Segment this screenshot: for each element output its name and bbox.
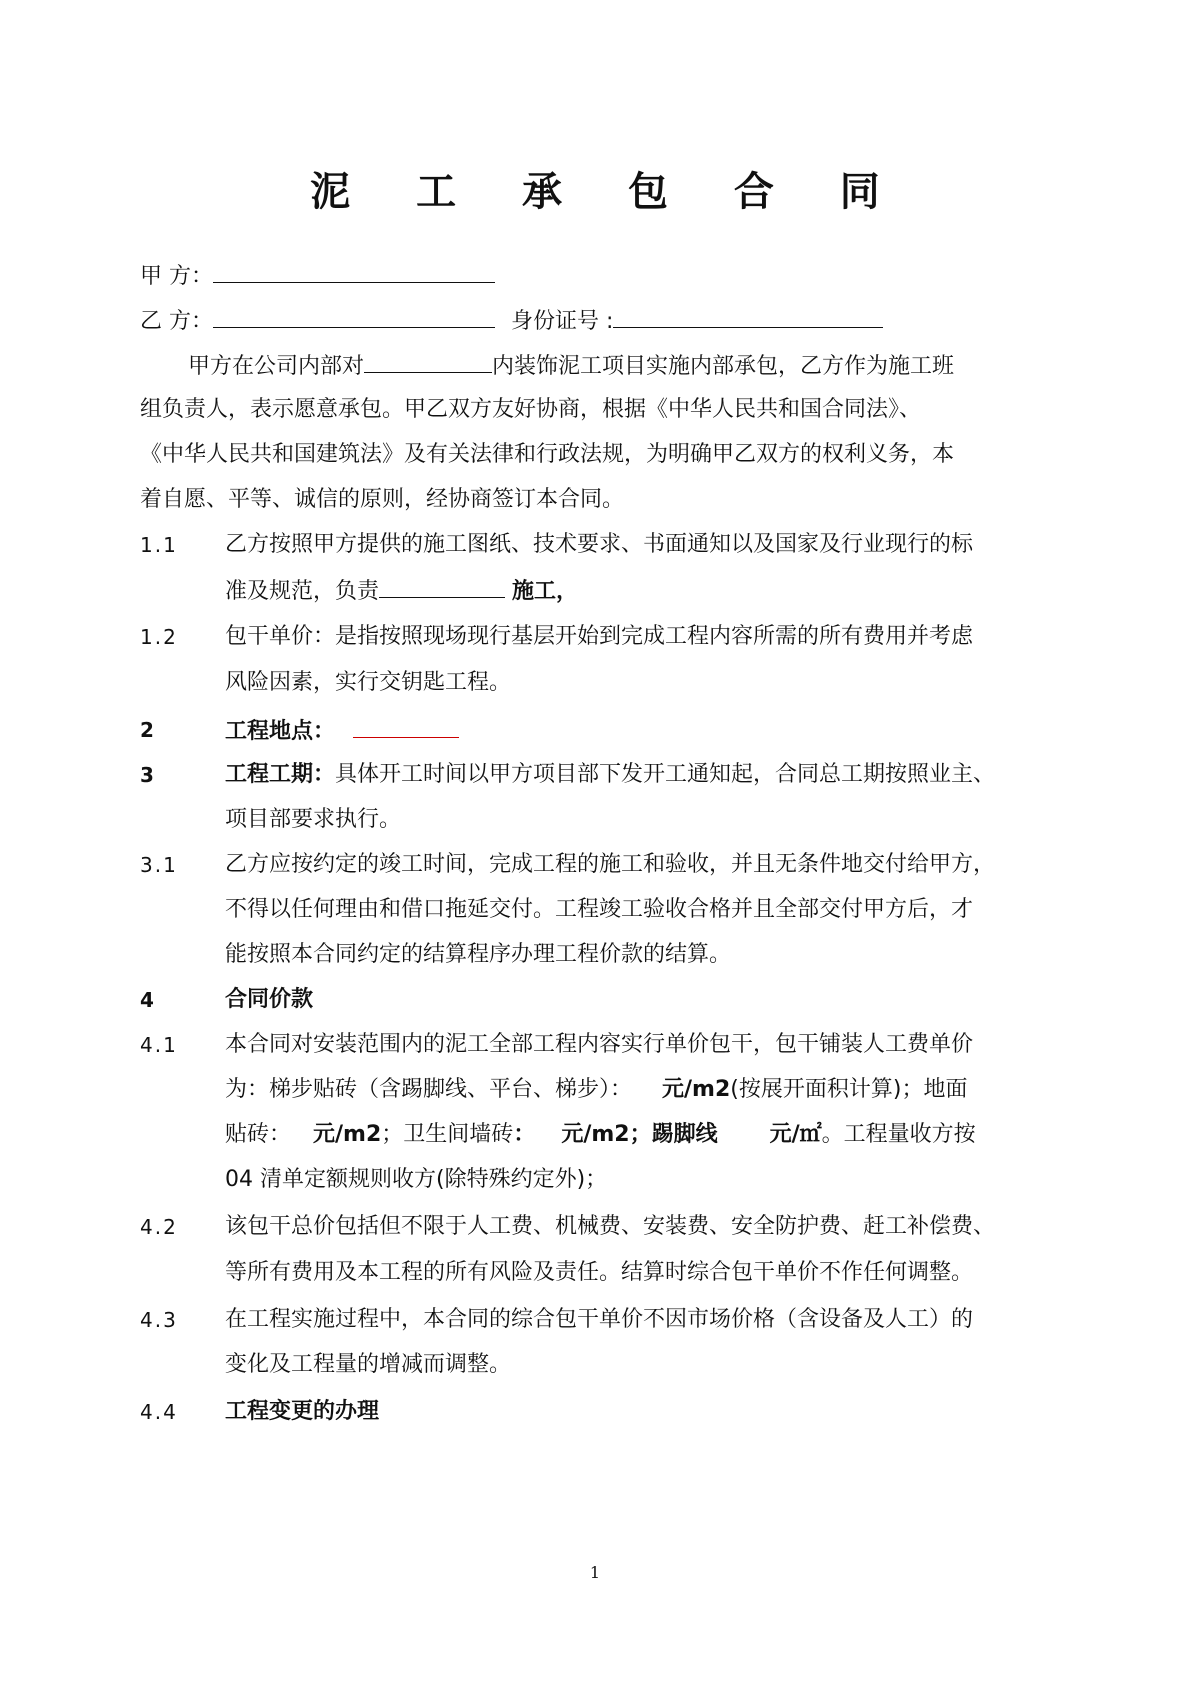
id-label: 身份证号 :	[511, 309, 614, 334]
clause-1-1-text-b: 施工，	[512, 579, 579, 604]
clause-number: 4.2	[140, 1215, 178, 1239]
clause-1-2-line-2: 风险因素，实行交钥匙工程。	[225, 670, 512, 695]
clause-1-2-line-1: 包干单价：是指按照现场现行基层开始到完成工程内容所需的所有费用并考虑	[225, 624, 974, 649]
clause-3-line-1	[225, 760, 995, 790]
party-a-blank	[213, 260, 495, 283]
clause-1-1-line-1: 乙方按照甲方提供的施工图纸、技术要求、书面通知以及国家及行业现行的标	[225, 532, 974, 557]
clause-4-1-line-3	[225, 1120, 976, 1150]
party-b-label: 乙 方：	[140, 309, 213, 334]
clause-number: 4	[140, 988, 154, 1012]
scope-blank	[379, 575, 505, 598]
clause-number: 4.1	[140, 1033, 178, 1057]
site-label: 工程地点：	[225, 719, 336, 744]
clause-number: 2	[140, 718, 154, 742]
wall-tile-colon: ：	[513, 1122, 536, 1147]
measurement-text: 。工程量收方按	[821, 1122, 976, 1147]
intro-line-1	[188, 350, 954, 382]
intro-text-1a: 甲方在公司内部对	[188, 354, 365, 379]
party-b-blank	[213, 305, 495, 328]
clause-1-1-text-a: 准及规范，负责	[225, 579, 380, 604]
wall-tile-unit: 元/m2	[561, 1122, 630, 1147]
clause-number: 1.2	[140, 625, 178, 649]
intro-line-4: 着自愿、平等、诚信的原则，经协商签订本合同。	[140, 487, 625, 512]
clause-4-1-line-4: 04 清单定额规则收方(除特殊约定外)；	[225, 1167, 608, 1192]
clause-4-3-line-1: 在工程实施过程中，本合同的综合包干单价不因市场价格（含设备及人工）的	[225, 1307, 974, 1332]
id-blank	[613, 305, 883, 328]
clause-1-1-line-2	[225, 575, 578, 607]
contract-price-heading: 合同价款	[225, 987, 314, 1012]
clause-4-1-line-1: 本合同对安装范围内的泥工全部工程内容实行单价包干，包干铺装人工费单价	[225, 1032, 974, 1057]
duration-label: 工程工期：	[225, 762, 336, 787]
clause-3-line-2: 项目部要求执行。	[225, 807, 402, 832]
clause-4-2-line-2: 等所有费用及本工程的所有风险及责任。结算时综合包干单价不作任何调整。	[225, 1260, 974, 1285]
site-blank	[353, 715, 459, 738]
change-handling-heading: 工程变更的办理	[225, 1399, 380, 1424]
clause-number: 1.1	[140, 533, 178, 557]
intro-text-1b: 内装饰泥工项目实施内部承包，乙方作为施工班	[492, 354, 955, 379]
floor-tile-label: 贴砖：	[225, 1122, 292, 1147]
clause-4-1-line-2	[225, 1075, 967, 1105]
party-a-line	[140, 260, 495, 292]
intro-line-3: 《中华人民共和国建筑法》及有关法律和行政法规，为明确甲乙双方的权利义务，本	[140, 442, 955, 467]
skirting-unit: 元/㎡	[769, 1122, 822, 1147]
clause-4-2-line-1: 该包干总价包括但不限于人工费、机械费、安装费、安全防护费、赶工补偿费、	[225, 1214, 996, 1239]
party-a-label: 甲 方：	[140, 264, 213, 289]
clause-number: 3.1	[140, 853, 178, 877]
clause-number: 4.4	[140, 1400, 178, 1424]
floor-tile-unit: 元/m2	[313, 1122, 382, 1147]
party-b-line	[140, 305, 883, 337]
clause-number: 3	[140, 763, 154, 787]
project-blank	[364, 350, 492, 373]
floor-tile-text: (按展开面积计算)；地面	[730, 1077, 968, 1102]
stair-tile-unit: 元/m2	[662, 1077, 731, 1102]
clause-3-1-line-2: 不得以任何理由和借口拖延交付。工程竣工验收合格并且全部交付甲方后，才	[225, 897, 974, 922]
intro-line-2: 组负责人，表示愿意承包。甲乙双方友好协商，根据《中华人民共和国合同法》、	[140, 397, 922, 422]
clause-2-line	[225, 715, 459, 747]
clause-4-3-line-2: 变化及工程量的增减而调整。	[225, 1352, 512, 1377]
stair-tile-text: 为：梯步贴砖（含踢脚线、平台、梯步）：	[225, 1077, 633, 1102]
clause-3-1-line-1: 乙方应按约定的竣工时间，完成工程的施工和验收，并且无条件地交付给甲方，	[225, 852, 996, 877]
duration-text: 具体开工时间以甲方项目部下发开工通知起，合同总工期按照业主、	[335, 762, 996, 787]
clause-3-1-line-3: 能按照本合同约定的结算程序办理工程价款的结算。	[225, 942, 732, 967]
clause-number: 4.3	[140, 1308, 178, 1332]
skirting-label: ；踢脚线	[629, 1122, 718, 1147]
wall-tile-label: ；卫生间墙砖	[381, 1122, 514, 1147]
document-title: 泥 工 承 包 合 同	[310, 169, 906, 215]
page-number: 1	[589, 1563, 601, 1582]
